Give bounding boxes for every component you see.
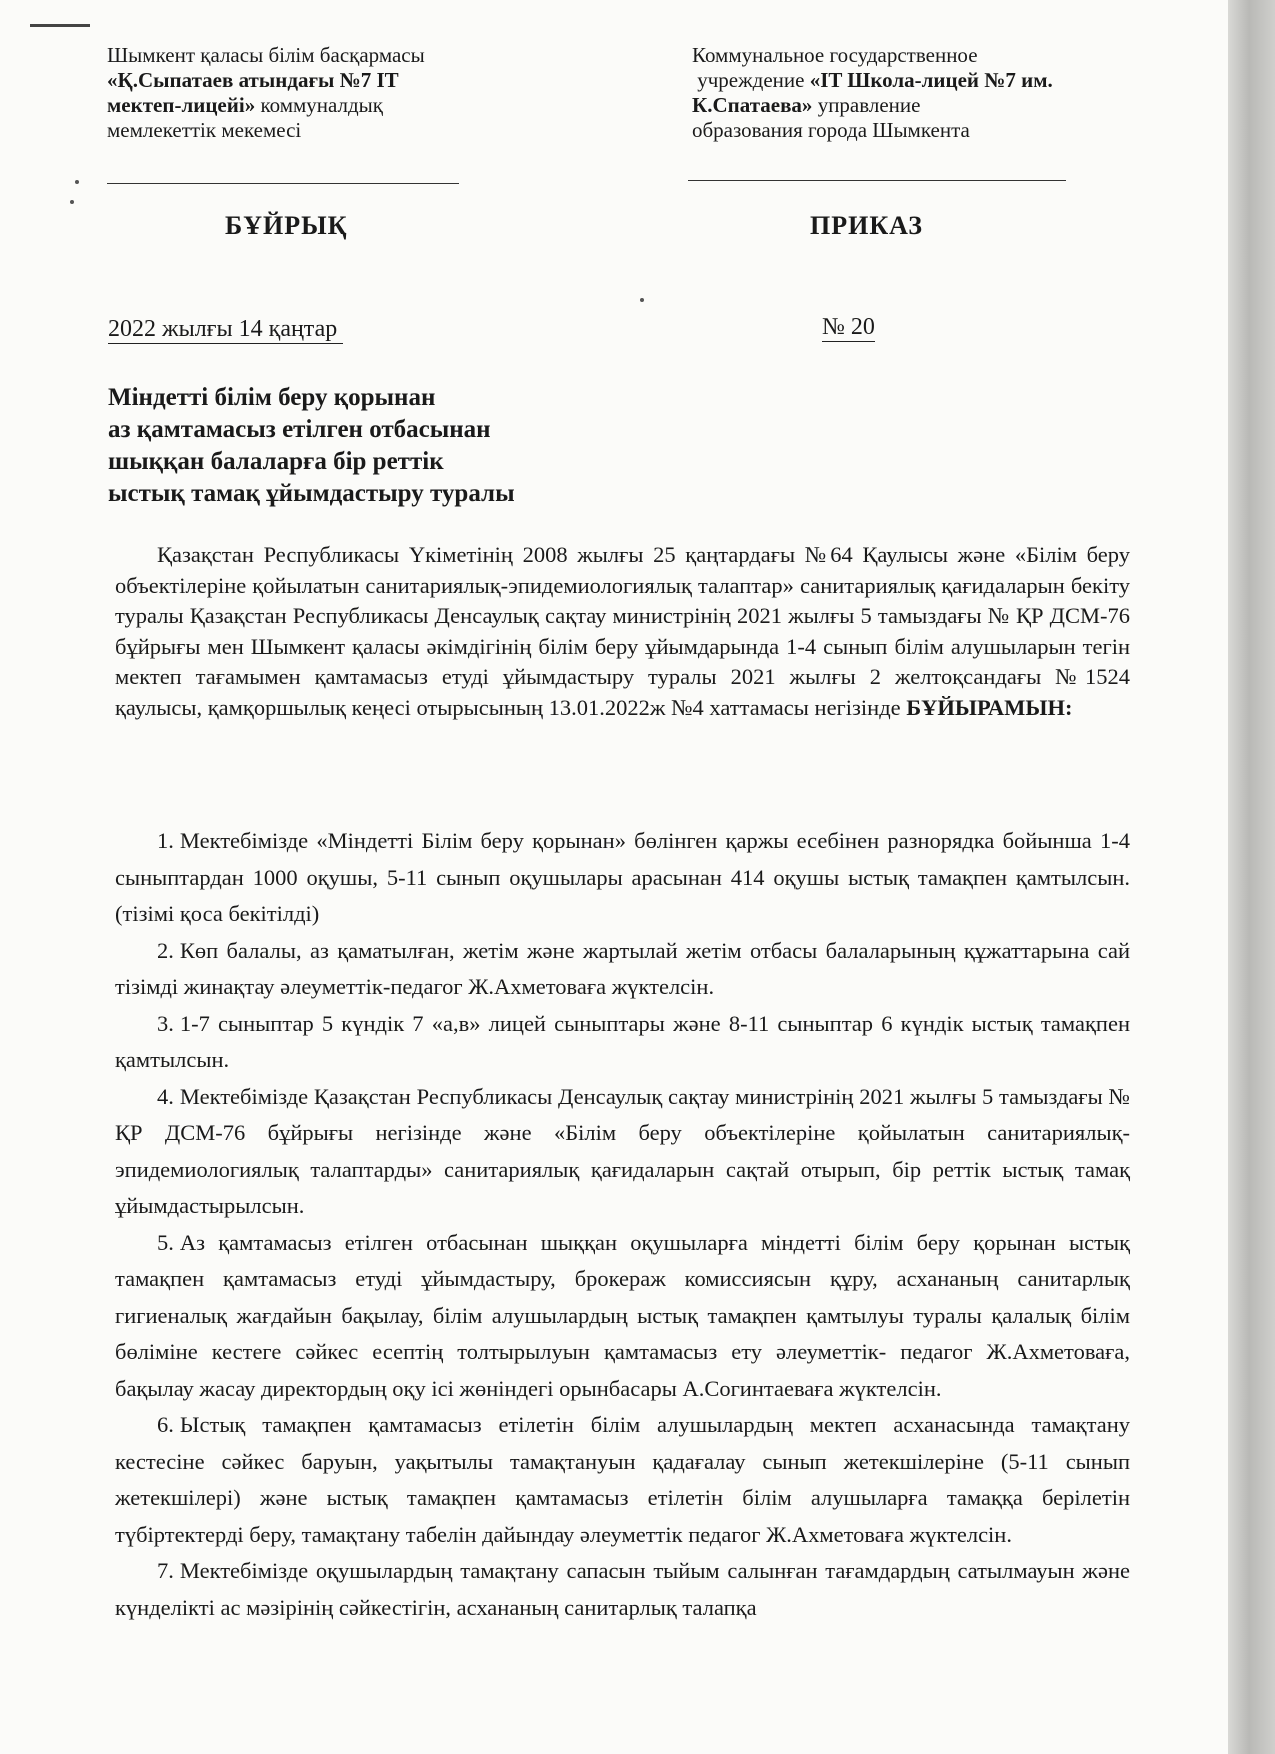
intro-paragraph: Қазақстан Республикасы Үкіметінің 2008 жылғы 25 қаңтардағы №64 Қаулысы және «Білім беру объектілеріне қойылатын санитариялық-эпидемиологиялық талаптар» санитариялық қағидаларын бекіту туралы Қазақстан Республикасы Денсаулық сақтау министрінің 2021 жылғы 5 тамыздағы № ҚР ДСМ-76 бұйрығы мен Шымкент қаласы әкімдігінің білім беру ұйымдарында 1-4 сынып білім алушыларын тегін мектеп тағамымен қамтамасыз етуді ұйымдастыру туралы 2021 жылғы 2 желтоқсандағы №1524 қаулысы, қамқоршылық кеңесі отырысының 13.01.2022ж №4 хаттамасы негізінде БҰЙЫРАМЫН: — [115, 542, 1130, 720]
header-right-line: К.Спатаева» управление — [692, 93, 921, 117]
order-item: 6. Ыстық тамақпен қамтамасыз етілетін білім алушылардың мектеп асханасында тамақтану кестесіне сәйкес баруын, уақытылы тамақтануын қадағалау сынып жетекшілеріне (5-11 сынып жетекшілері) және ыстық тамақпен қамтамасыз етілетін білім алушыларға тамаққа берілетін түбіртектерді беру, тамақтану табелін дайындау әлеуметтік педагог Ж.Ахметоваға жүктелсін. — [115, 1412, 1130, 1547]
order-date: 2022 жылғы 14 қаңтар — [108, 316, 343, 344]
header-right-line: образования города Шымкента — [692, 118, 970, 142]
header-right-ru — [692, 43, 1162, 143]
subject-line: Міндетті білім беру қорынан — [108, 384, 436, 411]
header-right-line: учреждение «IT Школа-лицей №7 им. — [692, 68, 1053, 92]
order-item: 5. Аз қамтамасыз етілген отбасынан шыққан оқушыларға міндетті білім беру қорынан ыстық тамақпен қамтамасыз етуді ұйымдастыру, брокераж комиссиясын құру, асхананың санитарлық гигиеналық жағдайын бақылау, білім алушылардың ыстық тамақпен қамтылуы туралы қалалық білім бөліміне кестеге сәйкес есептің толтырылуын қамтамасыз ету әлеуметтік- педагог Ж.Ахметоваға, бақылау жасау директордың оқу ісі жөніндегі орынбасары А.Согинтаеваға жүктелсін. — [115, 1229, 1130, 1401]
order-item: 4. Мектебімізде Қазақстан Республикасы Денсаулық сақтау министрінің 2021 жылғы 5 тамыздағы № ҚР ДСМ-76 бұйрығы негізінде және «Білім беру объектілеріне қойылатын санитариялық-эпидемиологиялық талаптарды» санитариялық қағидаларын сақтай отырып, бір реттік ыстық тамақ ұйымдастырылсын. — [115, 1083, 1130, 1218]
scan-speck — [70, 200, 74, 204]
order-item: 1. Мектебімізде «Міндетті Білім беру қорынан» бөлінген қаржы есебінен разнорядка бойынша 1-4 сыныптардан 1000 оқушы, 5-11 сынып оқушылары арасынан 414 оқушы ыстық тамақпен қамтылсын. (тізімі қоса бекітілді) — [115, 828, 1130, 926]
order-item: 7. Мектебімізде оқушылардың тамақтану сапасын тыйым салынған тағамдардың сатылмауын және күнделікті ас мәзірінің сәйкестігін, асхананың санитарлық талапқа — [115, 1558, 1130, 1620]
order-item: 2. Көп балалы, аз қаматылған, жетім және жартылай жетім отбасы балаларының құжаттарына сай тізімді жинақтау әлеуметтік-педагог Ж.Ахметоваға жүктелсін. — [115, 937, 1130, 999]
order-items — [115, 823, 1130, 1626]
header-left-line: мектеп-лицейі» коммуналдық — [107, 93, 383, 117]
subject-line: шыққан балаларға бір реттік — [108, 448, 444, 475]
header-left-line: Шымкент қаласы білім басқармасы — [107, 43, 425, 67]
order-title-kz: БҰЙРЫҚ — [225, 211, 348, 240]
header-left-line: «Қ.Сыпатаев атындағы №7 IT — [107, 68, 399, 92]
command-word: БҰЙЫРАМЫН: — [906, 694, 1073, 720]
scan-mark — [30, 24, 90, 27]
order-title-ru: ПРИКАЗ — [810, 211, 924, 240]
header-right-line: Коммунальное государственное — [692, 43, 978, 67]
header-right-rule — [688, 180, 1066, 181]
scan-speck — [640, 298, 644, 302]
order-number: № 20 — [822, 314, 875, 340]
order-subject — [108, 382, 668, 510]
scan-speck — [75, 180, 79, 184]
header-left-rule — [107, 183, 459, 184]
header-left-kz — [107, 43, 487, 143]
subject-line: аз қамтамасыз етілген отбасынан — [108, 416, 491, 443]
header-left-line: мемлекеттік мекемесі — [107, 118, 302, 142]
scan-edge-shadow — [1228, 0, 1275, 1754]
subject-line: ыстық тамақ ұйымдастыру туралы — [108, 480, 515, 507]
order-item: 3. 1-7 сыныптар 5 күндік 7 «а,в» лицей сыныптары және 8-11 сыныптар 6 күндік ыстық тамақпен қамтылсын. — [115, 1010, 1130, 1072]
